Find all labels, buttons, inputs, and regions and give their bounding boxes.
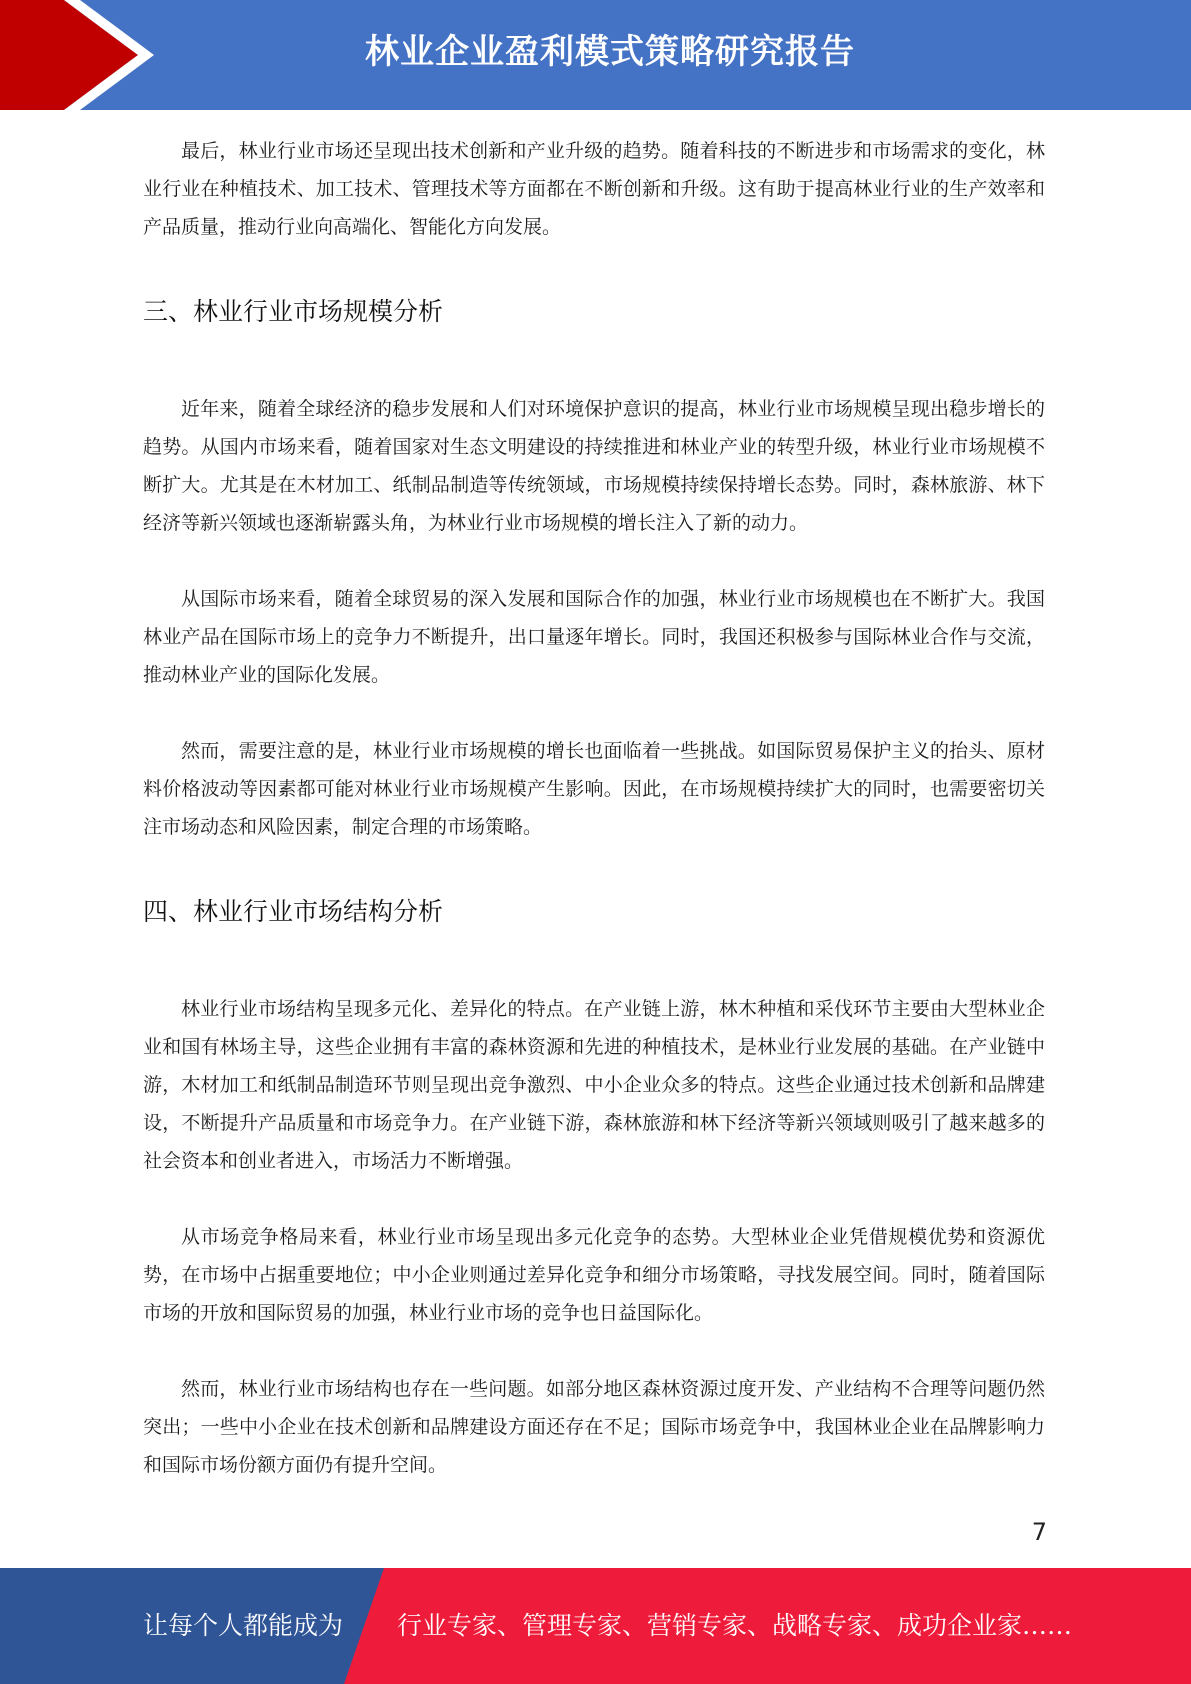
page-number: 7 (1031, 1518, 1047, 1546)
section-3-paragraph-1: 近年来，随着全球经济的稳步发展和人们对环境保护意识的提高，林业行业市场规模呈现出稳步增长的趋势。从国内市场来看，随着国家对生态文明建设的持续推进和林业产业的转型升级，林业行业市场规模不断扩大。尤其是在木材加工、纸制品制造等传统领域，市场规模持续保持增长态势。同时，森林旅游、林下经济等新兴领域也逐渐崭露头角，为林业行业市场规模的增长注入了新的动力。 (143, 398, 1045, 534)
header-band (0, 0, 1191, 110)
footer-slogan-left: 让每个人都能成为 (143, 1611, 344, 1640)
footer-slogan-right: 行业专家、管理专家、营销专家、战略专家、成功企业家…… (397, 1611, 1073, 1640)
section-3-heading: 三、林业行业市场规模分析 (143, 297, 444, 326)
section-4-paragraph-1: 林业行业市场结构呈现多元化、差异化的特点。在产业链上游，林木种植和采伐环节主要由大型林业企业和国有林场主导，这些企业拥有丰富的森林资源和先进的种植技术，是林业行业发展的基础。在产业链中游，木材加工和纸制品制造环节则呈现出竞争激烈、中小企业众多的特点。这些企业通过技术创新和品牌建设，不断提升产品质量和市场竞争力。在产业链下游，森林旅游和林下经济等新兴领域则吸引了越来越多的社会资本和创业者进入，市场活力不断增强。 (143, 998, 1045, 1172)
footer-band (0, 1568, 1191, 1684)
page-content (143, 132, 1045, 1484)
section-4-heading: 四、林业行业市场结构分析 (143, 897, 444, 926)
section-3-paragraph-3: 然而，需要注意的是，林业行业市场规模的增长也面临着一些挑战。如国际贸易保护主义的抬头、原材料价格波动等因素都可能对林业行业市场规模产生影响。因此，在市场规模持续扩大的同时，也需要密切关注市场动态和风险因素，制定合理的市场策略。 (143, 740, 1045, 838)
section-3-paragraph-2: 从国际市场来看，随着全球贸易的深入发展和国际合作的加强，林业行业市场规模也在不断扩大。我国林业产品在国际市场上的竞争力不断提升，出口量逐年增长。同时，我国还积极参与国际林业合作与交流，推动林业产业的国际化发展。 (143, 588, 1045, 686)
header-arrow-decoration (0, 0, 160, 110)
section-4-paragraph-2: 从市场竞争格局来看，林业行业市场呈现出多元化竞争的态势。大型林业企业凭借规模优势和资源优势，在市场中占据重要地位；中小企业则通过差异化竞争和细分市场策略，寻找发展空间。同时，随着国际市场的开放和国际贸易的加强，林业行业市场的竞争也日益国际化。 (143, 1226, 1045, 1324)
intro-paragraph: 最后，林业行业市场还呈现出技术创新和产业升级的趋势。随着科技的不断进步和市场需求的变化，林业行业在种植技术、加工技术、管理技术等方面都在不断创新和升级。这有助于提高林业行业的生产效率和产品质量，推动行业向高端化、智能化方向发展。 (143, 140, 1045, 238)
document-title: 林业企业盈利模式策略研究报告 (365, 32, 855, 72)
section-4-paragraph-3: 然而，林业行业市场结构也存在一些问题。如部分地区森林资源过度开发、产业结构不合理等问题仍然突出；一些中小企业在技术创新和品牌建设方面还存在不足；国际市场竞争中，我国林业企业在品牌影响力和国际市场份额方面仍有提升空间。 (143, 1378, 1045, 1476)
